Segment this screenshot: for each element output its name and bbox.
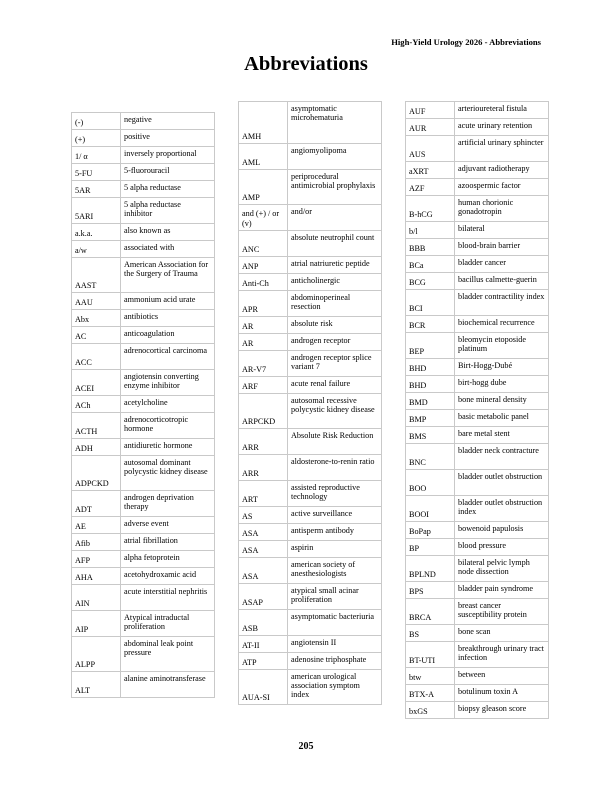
table-row — [239, 429, 382, 455]
definition-cell: atrial fibrillation — [121, 534, 215, 551]
abbreviation-cell: AR — [239, 317, 288, 334]
table-row — [72, 147, 215, 164]
definition-cell: basic metabolic panel — [455, 410, 549, 427]
table-row — [406, 539, 549, 556]
abbreviation-cell: Afib — [72, 534, 121, 551]
table-row — [406, 702, 549, 719]
table-row — [72, 491, 215, 517]
definition-cell: ammonium acid urate — [121, 293, 215, 310]
abbreviation-cell: BMP — [406, 410, 455, 427]
abbreviation-cell: AHA — [72, 568, 121, 585]
abbreviation-cell: ASB — [239, 610, 288, 636]
definition-cell: anticoagulation — [121, 327, 215, 344]
table-row — [406, 179, 549, 196]
abbreviation-cell: (-) — [72, 113, 121, 130]
table-row — [406, 119, 549, 136]
table-row — [239, 257, 382, 274]
abbreviation-cell: ALT — [72, 672, 121, 698]
definition-cell: bilateral — [455, 222, 549, 239]
abbreviation-cell: BCa — [406, 256, 455, 273]
table-row — [406, 556, 549, 582]
definition-cell: 5 alpha reductase inhibitor — [121, 198, 215, 224]
abbreviation-cell: bxGS — [406, 702, 455, 719]
abbreviation-cell: ARPCKD — [239, 394, 288, 429]
definition-cell: abdominoperineal resection — [288, 291, 382, 317]
table-row — [239, 170, 382, 205]
definition-cell: adrenocorticotropic hormone — [121, 413, 215, 439]
table-row — [406, 316, 549, 333]
definition-cell: bilateral pelvic lymph node dissection — [455, 556, 549, 582]
table-row — [406, 410, 549, 427]
abbreviation-table-column-1 — [71, 112, 215, 698]
abbreviation-cell: AR — [239, 334, 288, 351]
table-row — [239, 507, 382, 524]
abbreviation-cell: ANC — [239, 231, 288, 257]
definition-cell: human chorionic gonadotropin — [455, 196, 549, 222]
table-row — [406, 102, 549, 119]
definition-cell: birt-hogg dube — [455, 376, 549, 393]
definition-cell: bladder neck contracture — [455, 444, 549, 470]
definition-cell: negative — [121, 113, 215, 130]
definition-cell: bacillus calmette-guerin — [455, 273, 549, 290]
table-row — [239, 205, 382, 231]
table-row — [72, 327, 215, 344]
definition-cell: angiomyolipoma — [288, 144, 382, 170]
table-row — [406, 427, 549, 444]
table-row — [406, 470, 549, 496]
definition-cell: alanine aminotransferase — [121, 672, 215, 698]
definition-cell: also known as — [121, 224, 215, 241]
table-row — [239, 377, 382, 394]
abbreviation-cell: AS — [239, 507, 288, 524]
abbreviation-cell: BEP — [406, 333, 455, 359]
abbreviation-cell: aXRT — [406, 162, 455, 179]
definition-cell: androgen receptor splice variant 7 — [288, 351, 382, 377]
abbreviation-cell: btw — [406, 668, 455, 685]
abbreviation-cell: ADT — [72, 491, 121, 517]
table-row — [406, 290, 549, 316]
definition-cell: bone scan — [455, 625, 549, 642]
table-row — [406, 496, 549, 522]
abbreviation-cell: BPLND — [406, 556, 455, 582]
table-row — [72, 396, 215, 413]
definition-cell: Birt-Hogg-Dubé — [455, 359, 549, 376]
running-header: High-Yield Urology 2026 - Abbreviations — [391, 37, 541, 47]
definition-cell: breakthrough urinary tract infection — [455, 642, 549, 668]
page-title: Abbreviations — [244, 53, 368, 75]
table-row — [239, 334, 382, 351]
table-row — [72, 344, 215, 370]
abbreviation-cell: BOOI — [406, 496, 455, 522]
abbreviation-cell: a.k.a. — [72, 224, 121, 241]
definition-cell: 5-fluorouracil — [121, 164, 215, 181]
definition-cell: between — [455, 668, 549, 685]
table-row — [406, 239, 549, 256]
abbreviation-cell: ADPCKD — [72, 456, 121, 491]
abbreviation-cell: 5ARI — [72, 198, 121, 224]
definition-cell: angiotensin converting enzyme inhibitor — [121, 370, 215, 396]
abbreviation-cell: ARR — [239, 429, 288, 455]
table-row — [72, 224, 215, 241]
definition-cell: 5 alpha reductase — [121, 181, 215, 198]
definition-cell: androgen deprivation therapy — [121, 491, 215, 517]
abbreviation-cell: BCR — [406, 316, 455, 333]
table-row — [239, 317, 382, 334]
table-row — [239, 291, 382, 317]
abbreviation-cell: AUA-SI — [239, 670, 288, 705]
abbreviation-cell: BBB — [406, 239, 455, 256]
table-row — [72, 164, 215, 181]
table-row — [239, 231, 382, 257]
definition-cell: bladder cancer — [455, 256, 549, 273]
table-row — [72, 568, 215, 585]
abbreviation-cell: ARR — [239, 455, 288, 481]
definition-cell: angiotensin II — [288, 636, 382, 653]
abbreviation-cell: BTX-A — [406, 685, 455, 702]
definition-cell: blood pressure — [455, 539, 549, 556]
table-row — [72, 439, 215, 456]
definition-cell: adenosine triphosphate — [288, 653, 382, 670]
abbreviation-cell: ACEI — [72, 370, 121, 396]
table-row — [239, 636, 382, 653]
table-row — [72, 113, 215, 130]
abbreviation-cell: AE — [72, 517, 121, 534]
definition-cell: breast cancer susceptibility protein — [455, 599, 549, 625]
abbreviation-cell: BCG — [406, 273, 455, 290]
definition-cell: biopsy gleason score — [455, 702, 549, 719]
definition-cell: absolute neutrophil count — [288, 231, 382, 257]
table-row — [406, 393, 549, 410]
abbreviation-cell: ADH — [72, 439, 121, 456]
abbreviation-cell: BCI — [406, 290, 455, 316]
table-row — [72, 456, 215, 491]
table-row — [406, 162, 549, 179]
definition-cell: bleomycin etoposide platinum — [455, 333, 549, 359]
abbreviation-cell: B-hCG — [406, 196, 455, 222]
abbreviation-cell: BNC — [406, 444, 455, 470]
abbreviation-cell: ARF — [239, 377, 288, 394]
table-row — [72, 637, 215, 672]
table-row — [406, 599, 549, 625]
abbreviation-cell: 5-FU — [72, 164, 121, 181]
definition-cell: bone mineral density — [455, 393, 549, 410]
table-row — [406, 582, 549, 599]
abbreviation-cell: AUS — [406, 136, 455, 162]
definition-cell: acetylcholine — [121, 396, 215, 413]
definition-cell: antidiuretic hormone — [121, 439, 215, 456]
table-row — [406, 625, 549, 642]
table-row — [72, 258, 215, 293]
table-row — [239, 351, 382, 377]
definition-cell: American Association for the Surgery of Trauma — [121, 258, 215, 293]
definition-cell: antibiotics — [121, 310, 215, 327]
definition-cell: asymptomatic bacteriuria — [288, 610, 382, 636]
table-row — [239, 394, 382, 429]
abbreviation-cell: AC — [72, 327, 121, 344]
definition-cell: bladder outlet obstruction — [455, 470, 549, 496]
definition-cell: atrial natriuretic peptide — [288, 257, 382, 274]
abbreviation-cell: AFP — [72, 551, 121, 568]
definition-cell: atypical small acinar proliferation — [288, 584, 382, 610]
table-row — [72, 611, 215, 637]
abbreviation-cell: ART — [239, 481, 288, 507]
abbreviation-cell: APR — [239, 291, 288, 317]
definition-cell: autosomal recessive polycystic kidney disease — [288, 394, 382, 429]
definition-cell: acute urinary retention — [455, 119, 549, 136]
abbreviation-cell: BT-UTI — [406, 642, 455, 668]
definition-cell: bladder contractility index — [455, 290, 549, 316]
definition-cell: assisted reproductive technology — [288, 481, 382, 507]
table-row — [239, 610, 382, 636]
definition-cell: artificial urinary sphincter — [455, 136, 549, 162]
abbreviation-cell: AT-II — [239, 636, 288, 653]
abbreviation-cell: AZF — [406, 179, 455, 196]
table-row — [406, 668, 549, 685]
abbreviation-cell: Anti-Ch — [239, 274, 288, 291]
definition-cell: american society of anesthesiologists — [288, 558, 382, 584]
abbreviation-cell: and (+) / or (v) — [239, 205, 288, 231]
table-row — [72, 551, 215, 568]
definition-cell: anticholinergic — [288, 274, 382, 291]
table-row — [72, 585, 215, 611]
table-row — [239, 102, 382, 144]
abbreviation-cell: ACh — [72, 396, 121, 413]
abbreviation-cell: ANP — [239, 257, 288, 274]
table-row — [239, 481, 382, 507]
definition-cell: azoospermic factor — [455, 179, 549, 196]
definition-cell: adrenocortical carcinoma — [121, 344, 215, 370]
definition-cell: acute renal failure — [288, 377, 382, 394]
definition-cell: associated with — [121, 241, 215, 258]
table-row — [239, 670, 382, 705]
table-row — [406, 376, 549, 393]
definition-cell: inversely proportional — [121, 147, 215, 164]
definition-cell: bowenoid papulosis — [455, 522, 549, 539]
abbreviation-cell: BHD — [406, 359, 455, 376]
table-row — [406, 359, 549, 376]
abbreviation-cell: BS — [406, 625, 455, 642]
abbreviation-cell: 5AR — [72, 181, 121, 198]
abbreviation-cell: BOO — [406, 470, 455, 496]
table-row — [72, 413, 215, 439]
abbreviation-cell: ACTH — [72, 413, 121, 439]
definition-cell: alpha fetoprotein — [121, 551, 215, 568]
abbreviation-cell: AUR — [406, 119, 455, 136]
abbreviation-cell: AML — [239, 144, 288, 170]
table-row — [72, 130, 215, 147]
abbreviation-cell: AUF — [406, 102, 455, 119]
table-row — [406, 222, 549, 239]
abbreviation-cell: AR-V7 — [239, 351, 288, 377]
abbreviation-cell: AAST — [72, 258, 121, 293]
table-row — [239, 455, 382, 481]
definition-cell: asymptomatic microhematuria — [288, 102, 382, 144]
abbreviation-cell: AMP — [239, 170, 288, 205]
table-row — [72, 370, 215, 396]
definition-cell: adverse event — [121, 517, 215, 534]
definition-cell: american urological association symptom index — [288, 670, 382, 705]
abbreviation-cell: ATP — [239, 653, 288, 670]
table-row — [72, 517, 215, 534]
table-row — [72, 293, 215, 310]
abbreviation-cell: AIN — [72, 585, 121, 611]
table-row — [72, 241, 215, 258]
definition-cell: positive — [121, 130, 215, 147]
definition-cell: arterioureteral fistula — [455, 102, 549, 119]
abbreviation-cell: BMD — [406, 393, 455, 410]
table-row — [239, 558, 382, 584]
abbreviation-cell: ASA — [239, 524, 288, 541]
table-row — [239, 274, 382, 291]
abbreviation-cell: b/l — [406, 222, 455, 239]
abbreviation-cell: BoPap — [406, 522, 455, 539]
abbreviation-cell: ACC — [72, 344, 121, 370]
table-row — [406, 685, 549, 702]
definition-cell: aldosterone-to-renin ratio — [288, 455, 382, 481]
abbreviation-table-column-3 — [405, 101, 549, 719]
abbreviation-cell: BMS — [406, 427, 455, 444]
definition-cell: bladder outlet obstruction index — [455, 496, 549, 522]
table-row — [406, 273, 549, 290]
definition-cell: acetohydroxamic acid — [121, 568, 215, 585]
definition-cell: botulinum toxin A — [455, 685, 549, 702]
abbreviation-cell: BHD — [406, 376, 455, 393]
definition-cell: active surveillance — [288, 507, 382, 524]
abbreviation-cell: a/w — [72, 241, 121, 258]
table-row — [406, 642, 549, 668]
table-row — [239, 653, 382, 670]
definition-cell: adjuvant radiotherapy — [455, 162, 549, 179]
table-row — [72, 310, 215, 327]
table-row — [406, 333, 549, 359]
table-row — [406, 196, 549, 222]
abbreviation-cell: AMH — [239, 102, 288, 144]
abbreviation-cell: ALPP — [72, 637, 121, 672]
table-row — [406, 136, 549, 162]
table-row — [239, 524, 382, 541]
abbreviation-cell: ASAP — [239, 584, 288, 610]
abbreviation-cell: (+) — [72, 130, 121, 147]
abbreviation-cell: BPS — [406, 582, 455, 599]
definition-cell: aspirin — [288, 541, 382, 558]
table-row — [72, 534, 215, 551]
definition-cell: bare metal stent — [455, 427, 549, 444]
page-number: 205 — [298, 741, 314, 752]
table-row — [239, 144, 382, 170]
table-row — [406, 444, 549, 470]
table-row — [72, 181, 215, 198]
abbreviation-cell: Abx — [72, 310, 121, 327]
abbreviation-cell: AAU — [72, 293, 121, 310]
table-row — [72, 672, 215, 698]
definition-cell: blood-brain barrier — [455, 239, 549, 256]
definition-cell: absolute risk — [288, 317, 382, 334]
definition-cell: bladder pain syndrome — [455, 582, 549, 599]
definition-cell: and/or — [288, 205, 382, 231]
abbreviation-cell: ASA — [239, 541, 288, 558]
table-row — [406, 256, 549, 273]
table-row — [406, 522, 549, 539]
abbreviation-cell: 1/ α — [72, 147, 121, 164]
definition-cell: antisperm antibody — [288, 524, 382, 541]
abbreviation-cell: AIP — [72, 611, 121, 637]
table-row — [72, 198, 215, 224]
definition-cell: androgen receptor — [288, 334, 382, 351]
abbreviation-cell: ASA — [239, 558, 288, 584]
definition-cell: biochemical recurrence — [455, 316, 549, 333]
abbreviation-cell: BRCA — [406, 599, 455, 625]
definition-cell: autosomal dominant polycystic kidney disease — [121, 456, 215, 491]
abbreviation-table-column-2 — [238, 101, 382, 705]
definition-cell: abdominal leak point pressure — [121, 637, 215, 672]
table-row — [239, 541, 382, 558]
table-row — [239, 584, 382, 610]
definition-cell: Absolute Risk Reduction — [288, 429, 382, 455]
definition-cell: periprocedural antimicrobial prophylaxis — [288, 170, 382, 205]
abbreviation-cell: BP — [406, 539, 455, 556]
definition-cell: Atypical intraductal proliferation — [121, 611, 215, 637]
definition-cell: acute interstitial nephritis — [121, 585, 215, 611]
